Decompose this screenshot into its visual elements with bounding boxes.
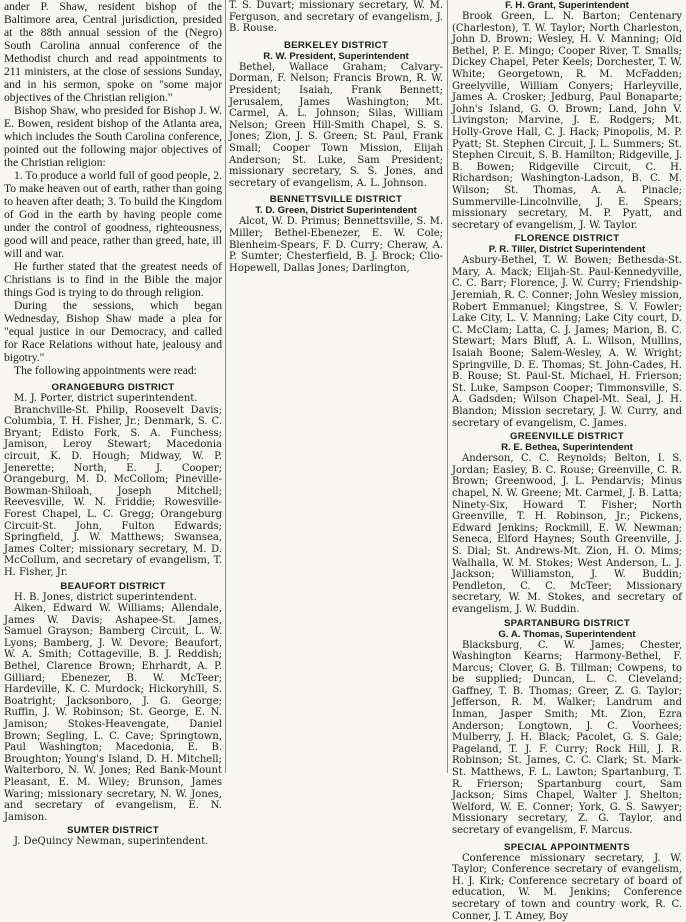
district-heading: BERKELEY DISTRICT [283, 39, 389, 51]
district-heading: GREENVILLE DISTRICT [510, 431, 624, 443]
district-superintendent: R. E. Bethea, Superintendent [501, 442, 633, 454]
intro-paragraph: He further stated that the greatest needs of Christians is to find in the Bible the major things God is trying to do through religion. [4, 260, 222, 299]
appointments-text: Conference missionary secretary, J. W. Taylor; Conference secretary of evangelism, H. J. Kirk; Conference secretary of board of education, W. M. Jenkins; Conference secretary of town and country work, R. C. Conner, J. T. Amey, Boy [452, 852, 682, 922]
district-heading: ORANGEBURG DISTRICT [51, 382, 175, 393]
district-superintendent: M. J. Porter, district superintendent. [14, 393, 198, 404]
district-superintendent: T. D. Green, District Superintendent [255, 205, 417, 217]
appointments-text: Asbury-Bethel, T. W. Bowen; Bethesda-St. Mary, A. Mack; Elijah-St. Paul-Kennedyville, C. C. Barr; Florence, J. W. Curry; Friendship-Jeremiah, R. C. Conner; John Wesley mission, Robert Emmanuel; Kingstree, S. V. Fowler; Lake City, L. V. Manning; Lake City court, D. C. McClam; Latta, C. J. James; Marion, B. C. Stewart; Mars Bluff, A. L. Wilson, Mullins, Isaiah Boone; Salem-Wesley, A. W. Wright; Springville, D. E. Thomas; St. John-Cades, H. B. Rouse; St. Paul-St. Michael, H. Frierson; St. Luke, Sampson Cooper; Timmonsville, S. A. Gadsden; Wilson Chapel-Mt. Seal, J. H. Blandon; Mission secretary, J. W. Curry, and secretary of evangelism, C. James. [452, 255, 682, 429]
district-heading: BENNETTSVILLE DISTRICT [269, 194, 403, 206]
article-column-2 [229, 0, 443, 773]
appointments-text: Branchville-St. Philip, Roosevelt Davis; Columbia, T. H. Fisher, Jr.; Denmark, S. C. Bryant; Edisto Fork, S. A. Funchess; Jamison, Leroy Stewart; Macedonia circuit, K. D. Hough; Midway, W. P. Jenerette; North, E. J. Cooper; Orangeburg, M. D. McCollom; Pineville-Bowman-Shiloah, Joseph Mitchell; Reevesville, W. N. Friddie; Rowesville-Forest Chapel, L. C. Gregg; Orangeburg Circuit-St. John, Fulton Edwards; Springfield, J. W. Matthews; Swansea, James Colter; missionary secretary, M. D. McCollum, and secretary of evangelism, T. H. Fisher, Jr. [4, 404, 222, 578]
intro-paragraph: The following appointments were read: [14, 364, 197, 377]
district-heading: FLORENCE DISTRICT [514, 233, 620, 245]
appointments-text: Blacksburg, C. W. James; Chester, Washington Kearns; Harmony-Bethel, F. Marcus; Clover, G. B. Tillman; Cowpens, to be supplied; Duncan, L. C. Cleveland; Gaffney, T. B. Thomas; Greer, Z. G. Taylor; Jefferson, R. M. Walker; Landrum and Inman, Jasper Smith; Mt. Zion, Ezra Anderson; Longtown, J. C. Voorhees; Mulberry, J. H. Black; Pacolet, G. S. Gale; Pageland, T. J. F. Curry; Rock Hill, J. R. Robinson; St. James, C. C. Clark; St. Mark-St. Matthews, F. L. Lawton; Spartanburg, T. R. Frierson; Spartanburg court, Sam Jackson; Sims Chapel, Walter J. Shelton; Welford, W. E. Conner; York, G. S. Sawyer; Missionary secretary, Z. G. Taylor, and secretary of evangelism, F. Marcus. [452, 639, 682, 836]
district-superintendent: G. A. Thomas, Superintendent [498, 628, 636, 640]
district-superintendent: H. B. Jones, district superintendent. [14, 591, 197, 603]
article-column-1 [4, 0, 222, 848]
district-superintendent: J. DeQuincy Newman, superintendent. [14, 836, 209, 848]
district-heading: SPARTANBURG DISTRICT [503, 617, 631, 629]
intro-paragraph: ander P. Shaw, resident bishop of the Baltimore area, Central jurisdiction, presided at the 88th annual session of the (Negro) South Carolina annual conference of the Methodist church and read appointments to 211 ministers, at the close of sessions Sunday, and in his sermon, spoke on "some major objectives of the Christian religion." [4, 0, 222, 104]
column-rule [447, 0, 448, 773]
district-superintendent: R. W. President, Superintendent [263, 50, 409, 62]
appointments-text: Brook Green, L. N. Barton; Centenary (Charleston), T. W. Taylor; North Charleston, John D. Brown; Wesley, H. V. Manning; Old Bethel, P. E. Mingo; Cooper River, T. Smalls; Dickey Chapel, Peter Keels; Dorchester, T. W. White; Georgetown, R. M. McFadden; Greelyville, William Conyers; Harleyville, James A. Crosker; Jedburg, Paul Bonaparte; John's Island, G. O. Brown; Land, John V. Livingston; Marvine, J. E. Rodgers; Mt. Holly-Grove Hall, C. J. Hack; Pinopolis, M. P. Pyatt; St. Stephen Circuit, J. L. Summers; St. Stephen Circuit, S. B. Hamilton; Ridgeville, J. B. Bowen; Ridgeville Circuit, C. H. Richardson; Washington-Ladson, B. C. M. Wilson; St. Thomas, A. A. Pinacle; Summerville-Lincolnville, J. E. Spears; missionary secretary, M. P. Pyatt, and secretary of evangelism, J. W. Taylor. [452, 11, 682, 231]
district-heading: SUMTER DISTRICT [67, 825, 159, 837]
appointments-text: Anderson, C. C. Reynolds; Belton, I. S. Jordan; Easley, B. C. Rouse; Greenville, C. R. Brown; Greenwood, J. L. Pendarvis; Minus chapel, N. W. Greene; Mt. Carmel, J. B. Latta; Ninety-Six, Howard T. Fisher; North Greenville, T. H. Robinson, Jr.; Pickens, Edward Jenkins; Rockmill, E. W. Newman; Seneca, Elford Haynes; South Greenville, J. S. Dial; St. Andrews-Mt. Zion, H. O. Mims; Walhalla, W. M. Stokes; West Anderson, L. J. Jackson; Williamston, J. W. Buddin; Pendleton, C. C. McTeer; Missionary secretary, W. M. Stokes, and secretary of evangelism, J. W. Buddin. [452, 453, 682, 615]
intro-paragraph: During the sessions, which began Wednesday, Bishop Shaw made a plea for "equal justice in our Democracy, and called for Race Relations without hate, jealousy and bigotry." [4, 299, 222, 364]
district-superintendent: F. H. Grant, Superintendent [505, 0, 629, 11]
appointments-text: Aiken, Edward W. Williams; Allendale, James W. Davis; Ashapee-St. James, Samuel Grayson; Bamberg Circuit, L. W. Lyons; Bamberg, J. W. Devore; Beaufort, W. A. Smith; Cottageville, B. J. Reddish; Bethel, Clarence Brown; Ehrhardt, A. P. Gilliard; Ebenezer, B. W. McTeer; Hardeville, K. C. Murdock; Hickoryhill, S. Boatright; Jacksonboro, J. G. George; Ruffin, J. W. Robinson; St. George, E. N. Jamison; Stokes-Heavengate, Daniel Brown; Segling, L. C. Cave; Springtown, Paul Washington; Macedonia, E. B. Broughton; Young's Island, D. H. Mitchell; Walterboro, N. W. Jones; Red Bank-Mount Pleasant, E. M. Wiley; Brunson, James Waring; missionary secretary, N. W. Jones, and secretary of evangelism, E. N. Jamison. [4, 603, 222, 823]
appointments-text: Bethel, Wallace Graham; Calvary-Dorman, F. Nelson; Francis Brown, R. W. President; Isaiah, Frank Bennett; Jerusalem, James Washington; Mt. Carmel, A. L. Johnson; Silas, William Nelson; Green Hill-Smith Chapel, S. S. Jones; Zion, J. S. Green; St. Paul, Frank Small; Cooper Town Mission, Elijah Anderson; St. Luke, Sam President; missionary secretary, S. S. Jones, and secretary of evangelism, A. L. Johnson. [229, 61, 443, 189]
intro-paragraph: 1. To produce a world full of good people, 2. To make heaven out of earth, rather than going to heaven after death; 3. To build the Kingdom of God in the earth by having people come under the control of goodness, righteousness, good will and peace, rather than greed, hate, ill will and war. [4, 169, 222, 260]
district-superintendent: P. R. Tiller, District Superintendent [488, 244, 646, 256]
intro-paragraph: Bishop Shaw, who presided for Bishop J. W. E. Bowen, resident bishop of the Atlanta area, which includes the South Carolina conference, pointed out the following major objectives of the Christian religion: [4, 104, 222, 169]
section-heading: SPECIAL APPOINTMENTS [504, 841, 630, 853]
appointments-text: Alcot, W. D. Primus; Bennettsville, S. M. Miller; Bethel-Ebenezer, E. W. Cole; Blenheim-Spears, F. D. Curry; Cheraw, A. P. Sumter; Chesterfield, B. J. Brock; Clio-Hopewell, Dallas Jones; Darlington, [229, 216, 443, 274]
district-heading: BEAUFORT DISTRICT [60, 580, 166, 592]
column-rule [225, 0, 226, 773]
article-column-3 [452, 0, 682, 922]
appointments-text: T. S. Duvart; missionary secretary, W. M. Ferguson, and secretary of evangelism, J. B. Rouse. [229, 0, 443, 35]
